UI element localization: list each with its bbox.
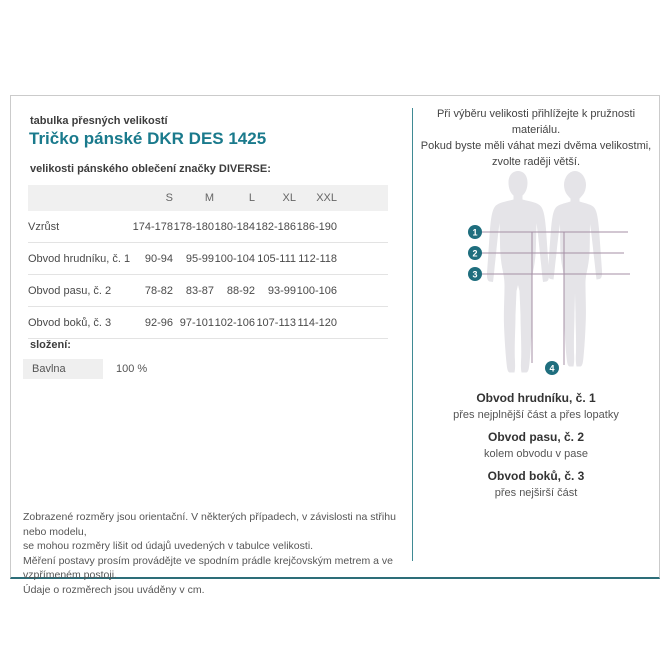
composition-heading: složení: <box>30 339 71 351</box>
cell-value: 78-82 <box>132 275 173 307</box>
size-advice-text <box>413 106 659 170</box>
size-chart-panel <box>10 95 660 596</box>
legend-item-waist <box>413 429 659 462</box>
size-table-header-row <box>28 185 388 211</box>
cell-value: 102-106 <box>214 307 255 339</box>
cell-value: 95-99 <box>173 243 214 275</box>
column-header-spacer <box>337 185 388 211</box>
column-header-m: M <box>173 185 214 211</box>
table-subtitle: velikosti pánského oblečení značky DIVERSE: <box>30 163 271 175</box>
size-table <box>28 185 388 339</box>
disclaimer-line: Zobrazené rozměry jsou orientační. V některých případech, v závislosti na střihu nebo modelu, <box>23 511 396 538</box>
table-row <box>28 307 388 339</box>
cell-value: 100-104 <box>214 243 255 275</box>
male-silhouette-icon <box>487 171 549 373</box>
marker-4-label: 4 <box>549 363 555 374</box>
cell-value: 97-101 <box>173 307 214 339</box>
marker-1-label: 1 <box>472 227 478 238</box>
silhouettes-icon <box>468 169 643 381</box>
legend-item-chest <box>413 390 659 423</box>
legend-item-hips <box>413 468 659 501</box>
row-label-waist: Obvod pasu, č. 2 <box>28 275 132 307</box>
advice-line: zvolte raději větší. <box>491 156 581 168</box>
cell-value: 105-111 <box>255 243 296 275</box>
body-measurement-diagram <box>468 169 643 381</box>
legend-description: přes nejplnější část a přes lopatky <box>453 409 619 421</box>
cell-value: 93-99 <box>255 275 296 307</box>
row-label-hips: Obvod boků, č. 3 <box>28 307 132 339</box>
cell-value: 100-106 <box>296 275 337 307</box>
cell-value: 83-87 <box>173 275 214 307</box>
advice-line: Při výběru velikosti přihlížejte k pružnosti materiálu. <box>436 108 636 136</box>
column-header-xxl: XXL <box>296 185 337 211</box>
female-silhouette-icon <box>548 175 602 367</box>
cell-value: 107-113 <box>255 307 296 339</box>
table-row <box>28 211 388 243</box>
cell-value: 180-184 <box>214 211 255 243</box>
disclaimer-line: se mohou rozměry lišit od údajů uvedených v tabulce velikosti. <box>23 540 314 553</box>
cell-value: 112-118 <box>296 243 337 275</box>
disclaimer-line: Údaje o rozměrech jsou uváděny v cm. <box>23 583 205 596</box>
cell-value: 114-120 <box>296 307 337 339</box>
column-header-l: L <box>214 185 255 211</box>
row-label-height: Vzrůst <box>28 211 132 243</box>
table-row <box>28 275 388 307</box>
legend-title: Obvod boků, č. 3 <box>487 469 585 483</box>
measurement-legend <box>413 390 659 507</box>
size-table-corner <box>28 185 132 211</box>
material-name: Bavlna <box>23 359 103 379</box>
cell-value: 92-96 <box>132 307 173 339</box>
cell-value: 90-94 <box>132 243 173 275</box>
row-label-chest: Obvod hrudníku, č. 1 <box>28 243 132 275</box>
legend-description: přes nejširší část <box>494 487 578 499</box>
column-header-s: S <box>132 185 173 211</box>
advice-line: Pokud byste měli váhat mezi dvěma velikostmi, <box>420 140 652 152</box>
legend-title: Obvod hrudníku, č. 1 <box>476 391 596 405</box>
legend-description: kolem obvodu v pase <box>484 448 588 460</box>
cell-value: 178-180 <box>173 211 214 243</box>
table-row <box>28 243 388 275</box>
cell-value: 182-186 <box>255 211 296 243</box>
section-label: tabulka přesných velikostí <box>30 115 168 127</box>
column-header-xl: XL <box>255 185 296 211</box>
cell-value: 88-92 <box>214 275 255 307</box>
marker-2-label: 2 <box>472 248 478 259</box>
material-percentage: 100 % <box>116 363 148 375</box>
cell-value: 174-178 <box>132 211 173 243</box>
disclaimer-text <box>23 510 408 598</box>
legend-title: Obvod pasu, č. 2 <box>487 430 585 444</box>
cell-value: 186-190 <box>296 211 337 243</box>
page-title: Tričko pánské DKR DES 1425 <box>29 129 267 148</box>
disclaimer-line: Měření postavy prosím provádějte ve spodním prádle krejčovským metrem a ve vzpřímeném postoji. <box>23 554 393 582</box>
marker-3-label: 3 <box>472 269 478 280</box>
